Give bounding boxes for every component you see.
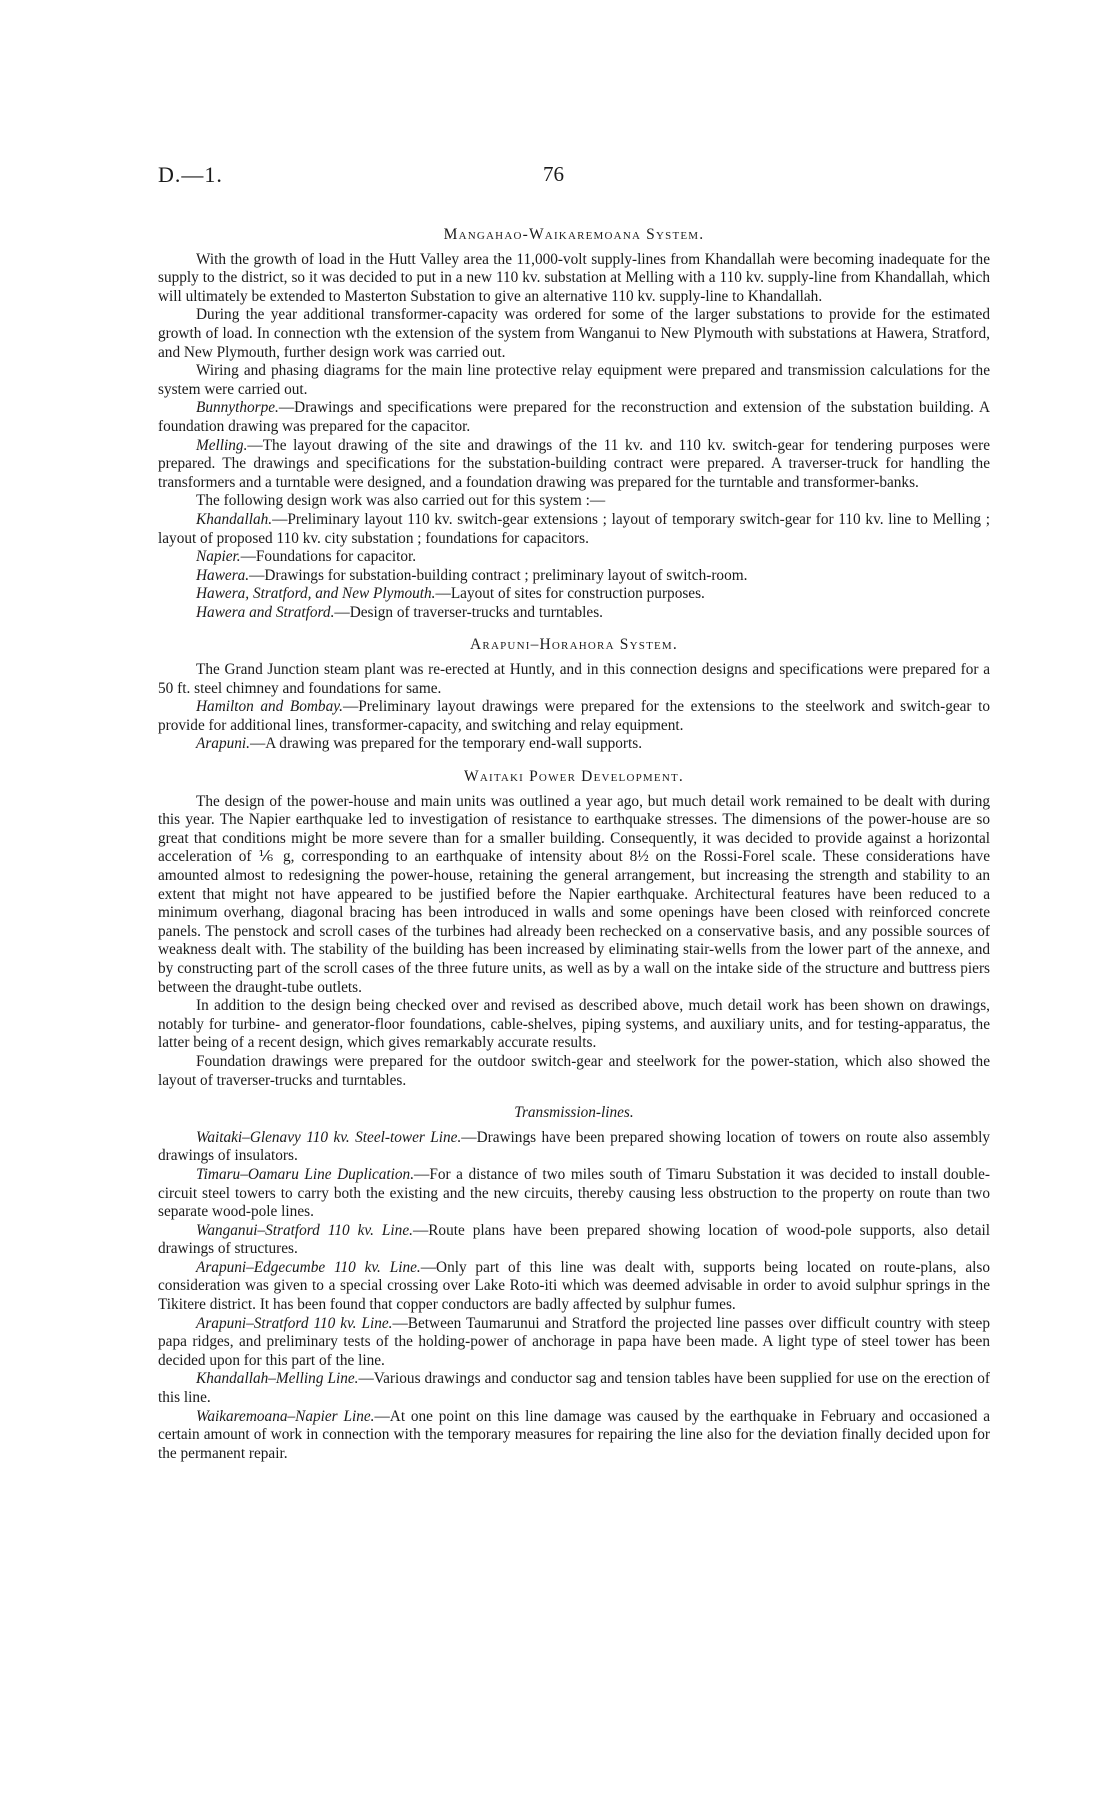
paragraph: The Grand Junction steam plant was re-erected at Huntly, and in this connection designs and specifications were prepared for a 50 ft. steel chimney and foundations for same. xyxy=(158,661,990,697)
paragraph-text: —The layout drawing of the site and drawings of the 11 kv. and 110 kv. switch-gear for tendering purposes were prepared. The drawings and specifications for the substation-building contract were prepared. A traverser-truck for handling the transformers and a turntable were designed, and a foundation drawing was prepared for the turntable and transformer-banks. xyxy=(158,436,990,491)
paragraph-text: —Route plans have been prepared showing location of wood-pole supports, also detail drawings of structures. xyxy=(158,1221,990,1258)
paragraph-label: Khandallah–Melling Line. xyxy=(196,1370,359,1388)
paragraph xyxy=(158,698,990,735)
section-heading-waitaki: Waitaki Power Development. xyxy=(464,768,684,786)
paragraph-text: —Design of traverser-trucks and turntables. xyxy=(334,603,603,621)
paragraph: The design of the power-house and main units was outlined a year ago, but much detail work remained to be dealt with during this year. The Napier earthquake led to investigation of resistance to earthquake stresses. The dimensions of the power-house are so great that conditions might be more severe than for a smaller building. Consequently, it was decided to provide against a horizontal acceleration of ⅙ g, corresponding to an earthquake of intensity about 8½ on the Rossi-Forel scale. These considerations have amounted almost to redesigning the power-house, retaining the general arrangement, but increasing the strength and stability to an extent that might not have appeared to be justified before the Napier earthquake. Architectural features have been reduced to a minimum overhang, diagonal bracing has been introduced in walls and some openings have been closed with reinforced concrete panels. The penstock and scroll cases of the turbines had already been rechecked on a conservative basis, and any possible sources of weakness dealt with. The stability of the building has been increased by eliminating stair-wells from the lower part of the annexe, and by constructing part of the scroll cases of the three future units, as well as by a wall on the intake side of the structure and buttress piers between the draught-tube outlets. xyxy=(158,792,990,996)
paragraph xyxy=(158,1408,990,1464)
paragraph xyxy=(158,437,990,493)
paragraph-label: Melling. xyxy=(196,436,248,454)
paragraph: In addition to the design being checked over and revised as described above, much detail work has been shown on drawings, notably for turbine- and generator-floor foundations, cable-shelves, piping systems, and auxiliary units, and for testing-apparatus, the latter being of a recent design, which gives remarkably accurate results. xyxy=(158,997,990,1052)
paragraph-label: Waitaki–Glenavy 110 kv. Steel-tower Line. xyxy=(196,1128,462,1146)
paragraph-text: —Layout of sites for construction purposes. xyxy=(435,585,705,603)
paragraph xyxy=(158,548,990,567)
paragraph-label: Napier. xyxy=(196,548,241,566)
paragraph-label: Bunnythorpe. xyxy=(196,399,279,417)
paragraph-text: —Drawings for substation-building contract ; preliminary layout of switch-room. xyxy=(249,566,748,584)
paragraph xyxy=(158,585,990,604)
paragraph xyxy=(158,567,990,586)
section-heading-arapuni: Arapuni–Horahora System. xyxy=(470,636,678,654)
paragraph-text: —A drawing was prepared for the temporary end-wall supports. xyxy=(249,735,643,753)
paragraph-label: Arapuni–Stratford 110 kv. Line. xyxy=(196,1314,393,1332)
paragraph-text: —Only part of this line was dealt with, supports being located on route-plans, also consideration was given to a special crossing over Lake Roto-iti which was deemed advisable in order to avoid sulphur springs in the Tikitere district. It has been found that copper conductors are badly affected by sulphur fumes. xyxy=(158,1258,990,1314)
paragraph xyxy=(158,1222,990,1259)
paragraph-text: —Drawings and specifications were prepared for the reconstruction and extension of the substation building. A foundation drawing was prepared for the capacitor. xyxy=(158,399,990,435)
subsection-heading-transmission: Transmission-lines. xyxy=(514,1104,634,1122)
paragraph-text: —Preliminary layout 110 kv. switch-gear extensions ; layout of temporary switch-gear for 110 kv. line to Melling ; layout of proposed 110 kv. city substation ; foundations for capacitors. xyxy=(158,510,990,547)
paragraph-label: Waikaremoana–Napier Line. xyxy=(196,1407,375,1425)
paragraph-label: Hawera, Stratford, and New Plymouth. xyxy=(196,585,436,603)
paragraph xyxy=(158,1129,990,1166)
paragraph-label: Arapuni–Edgecumbe 110 kv. Line. xyxy=(196,1258,421,1276)
paragraph xyxy=(158,735,990,754)
section-heading-mangahao: Mangahao-Waikaremoana System. xyxy=(443,226,705,243)
paragraph-label: Wanganui–Stratford 110 kv. Line. xyxy=(196,1221,413,1239)
paragraph-text: —Various drawings and conductor sag and tension tables have been supplied for use on the erection of this line. xyxy=(158,1370,990,1407)
paragraph-text: —At one point on this line damage was caused by the earthquake in February and occasioned a certain amount of work in connection with the temporary measures for repairing the line also for the deviation finally decided upon for the permanent repair. xyxy=(158,1407,990,1462)
paragraph xyxy=(158,604,990,623)
paragraph-label: Arapuni. xyxy=(196,735,250,753)
paragraph-text: —Preliminary layout drawings were prepared for the extensions to the steelwork and switch-gear to provide for additional lines, transformer-capacity, and switching and relay equipment. xyxy=(158,698,990,734)
paragraph-text: —Foundations for capacitor. xyxy=(240,548,417,566)
paragraph xyxy=(158,1315,990,1371)
page-number: 76 xyxy=(543,162,564,186)
paragraph-label: Hamilton and Bombay. xyxy=(196,698,343,716)
paragraph: Wiring and phasing diagrams for the main line protective relay equipment were prepared and transmission calculations for the system were carried out. xyxy=(158,362,990,398)
paragraph xyxy=(158,399,990,436)
document-reference: D.—1. xyxy=(158,162,223,187)
paragraph: During the year additional transformer-capacity was ordered for some of the larger substations to provide for the estimated growth of load. In connection wth the extension of the system from Wanganui to New Plymouth with substations at Hawera, Stratford, and New Plymouth, further design work was carried out. xyxy=(158,306,990,361)
paragraph-label: Hawera. xyxy=(196,566,250,584)
document-body xyxy=(158,226,990,1463)
paragraph-label: Khandallah. xyxy=(196,510,273,528)
paragraph: Foundation drawings were prepared for the outdoor switch-gear and steelwork for the power-station, which also showed the layout of traverser-trucks and turntables. xyxy=(158,1052,990,1089)
paragraph-label: Timaru–Oamaru Line Duplication. xyxy=(196,1165,415,1183)
paragraph: With the growth of load in the Hutt Valley area the 11,000-volt supply-lines from Khandallah were becoming inadequate for the supply to the district, so it was decided to put in a new 110 kv. substation at Melling with a 110 kv. supply-line from Khandallah, which will ultimately be extended to Masterton Substation to give an alternative 110 kv. supply-line to Khandallah. xyxy=(158,250,990,305)
paragraph xyxy=(158,511,990,548)
paragraph xyxy=(158,1370,990,1407)
paragraph-text: —Between Taumarunui and Stratford the projected line passes over difficult country with steep papa ridges, and preliminary tests of the holding-power of anchorage in papa have been made. A light type of steel tower has been decided upon for this part of the line. xyxy=(158,1314,990,1369)
paragraph-text: —Drawings have been prepared showing location of towers on route also assembly drawings of insulators. xyxy=(158,1128,990,1165)
paragraph: The following design work was also carried out for this system :— xyxy=(196,492,606,510)
paragraph-label: Hawera and Stratford. xyxy=(196,603,335,621)
paragraph xyxy=(158,1166,990,1222)
paragraph-text: —For a distance of two miles south of Timaru Substation it was decided to install double-circuit steel towers to carry both the existing and the new circuits, thereby causing less obstruction to the property on route than two separate wood-pole lines. xyxy=(158,1165,990,1221)
paragraph xyxy=(158,1259,990,1315)
